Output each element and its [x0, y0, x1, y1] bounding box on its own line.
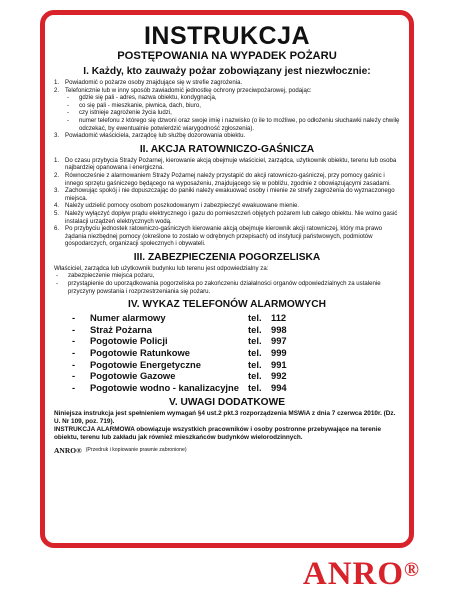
page-title: INSTRUKCJA	[143, 22, 311, 50]
phone-row: - Pogotowie Energetyczne tel. 991	[72, 359, 400, 371]
sub-item-text: co się pali - mieszkanie, piwnica, dach, biuro,	[79, 101, 201, 109]
item-number: 2.	[54, 86, 60, 94]
section-5-heading: V. UWAGI DODATKOWE	[168, 397, 286, 409]
phone-tel-label: tel.	[248, 358, 262, 370]
phone-row: - Pogotowie Ratunkowe tel. 999	[72, 347, 400, 359]
phone-name: Pogotowie Gazowe	[90, 370, 176, 382]
phone-number: 991	[271, 358, 287, 370]
phone-name: Straż Pożarna	[90, 323, 152, 335]
phone-tel-label: tel.	[248, 347, 262, 359]
brand-logo	[303, 556, 420, 592]
item-number: 6.	[54, 225, 60, 233]
item-text: Należy wyłączyć dopływ prądu elektrycznego i gazu do pomieszczeń objętych pożarem lub całego obiektu. Nie wolno gasić instalacji urządzeń elektrycznych wodą.	[65, 209, 398, 225]
phone-name: Pogotowie Energetyczne	[90, 358, 201, 370]
item-number: 3.	[54, 187, 60, 195]
list-item	[54, 157, 400, 172]
sign-footer	[54, 446, 400, 455]
footer-logo: ANRO®	[54, 445, 82, 455]
phone-number: 994	[271, 381, 287, 393]
item-number: 1.	[54, 79, 60, 86]
page-subtitle: POSTĘPOWANIA NA WYPADEK POŻARU	[117, 50, 337, 62]
sub-item-text: numer telefonu z którego się dzwoni oraz swoje imię i nazwisko (o ile to możliwe, po odłożeniu słuchawki należy chwilę odczekać, by ewentualnie potwierdzić wiarygodność zgłoszenia).	[79, 116, 400, 132]
item-number: 2.	[54, 171, 60, 179]
list-item	[54, 225, 400, 248]
item-number: 5.	[54, 209, 60, 217]
phone-list	[72, 312, 400, 393]
sub-item: - gdzie się pali - adres, nazwa obiektu, kondygnacja,	[54, 94, 400, 102]
phone-name: Pogotowie Ratunkowe	[90, 347, 191, 359]
item-number: 1.	[54, 156, 60, 164]
section-2-heading: II. AKCJA RATOWNICZO-GAŚNICZA	[139, 143, 315, 155]
section-3-heading: III. ZABEZPIECZENIA POGORZELISKA	[133, 251, 321, 263]
list-item	[54, 132, 400, 140]
note-regulation: Niniejsza instrukcja jest spełnieniem wymagań §4 ust.2 pkt.3 rozporządzenia MSWiA z dnia 7 czerwca 2010r. (Dz. U. Nr 109, poz. 719).	[54, 410, 396, 426]
item-text: Po przybyciu jednostek ratowniczo-gaśniczych kierowanie akcją obejmuje kierownik akcji ratowniczej, który ma prawo żądania niezbędnej pomocy (określone to zostało w odrębnych przepisach) od instytucji państwowych, podmiotów gospodarczych, organizacji społecznych i obywateli.	[65, 225, 383, 248]
phone-row: - Straż Pożarna tel. 998	[72, 324, 400, 336]
sub-item: - numer telefonu z którego się dzwoni oraz swoje imię i nazwisko (o ile to możliwe, po odłożeniu słuchawki należy chwilę odczekać, by ewentualnie potwierdzić wiarygodność zgłoszenia).	[67, 116, 400, 132]
sign-content	[54, 23, 400, 537]
item-number: 4.	[54, 202, 60, 210]
sub-item-text: gdzie się pali - adres, nazwa obiektu, kondygnacja,	[79, 94, 217, 102]
phone-tel-label: tel.	[248, 323, 262, 335]
item-number: 3.	[54, 132, 60, 140]
sub-item-text: przystąpienie do uporządkowania pogorzeliska po zakończeniu działalności organów odpowiedzialnych za ustalenie przyczyny powstania i rozprzestrzeniania się pożaru.	[68, 280, 381, 295]
section-3-intro: Właściciel, zarządca lub użytkownik budynku lub terenu jest odpowiedzialny za:	[54, 264, 269, 272]
note-scope: INSTRUKCJA ALARMOWA obowiązuje wszystkich pracowników i osoby postronne przebywające na terenie obiektu, terenu lub zakładu jak również mieszkańców budynków wielorodzinnych.	[54, 426, 382, 441]
list-item	[54, 79, 400, 87]
phone-row: - Pogotowie Gazowe tel. 992	[72, 370, 400, 382]
list-item	[54, 202, 400, 210]
item-text: Zachowując spokój i nie dopuszczając do paniki należy ewakuować osoby i mienie ze strefy zagrożenia do wyznaczonego miejsca.	[65, 187, 395, 202]
phone-name: Pogotowie wodno - kanalizacyjne	[90, 381, 239, 393]
phone-row: - Pogotowie Policji tel. 997	[72, 335, 400, 347]
list-item	[54, 187, 400, 202]
sub-item-text: zabezpieczenie miejsca pożaru,	[68, 272, 155, 280]
phone-row: - Pogotowie wodno - kanalizacyjne tel. 994	[72, 382, 400, 394]
phone-tel-label: tel.	[248, 335, 262, 347]
copyright-note: (Przedruk i kopiowanie prawnie zabronione)	[85, 447, 187, 454]
phone-number: 997	[271, 335, 287, 347]
sub-item: - przystąpienie do uporządkowania pogorzeliska po zakończeniu działalności organów odpowiedzialnych za ustalenie przyczyny powstania i rozprzestrzeniania się pożaru.	[54, 280, 400, 295]
sub-item-text: czy istnieje zagrożenie życia ludzi,	[79, 109, 172, 117]
phone-number: 992	[271, 370, 287, 382]
section-1-list	[54, 79, 400, 140]
phone-name: Pogotowie Policji	[90, 335, 168, 347]
registered-mark: ®	[404, 559, 420, 581]
phone-number: 112	[271, 312, 287, 324]
item-text: Do czasu przybycia Straży Pożarnej, kierowanie akcją obejmuje właściciel, zarządca, użytkownik obiektu, terenu lub osoba najbardziej opanowana i energiczna.	[65, 156, 397, 172]
section-2-list	[54, 157, 400, 248]
item-text: Należy udzielić pomocy osobom poszkodowanym i zabezpieczyć ewakuowane mienie.	[65, 202, 300, 210]
sub-item: - czy istnieje zagrożenie życia ludzi,	[54, 109, 400, 117]
list-item	[54, 87, 400, 95]
item-text: Powiadomić o pożarze osoby znajdujące się w strefie zagrożenia.	[65, 79, 243, 86]
section-3-list	[54, 272, 400, 295]
sub-item: - zabezpieczenie miejsca pożaru,	[54, 272, 400, 280]
section-1-heading: I. Każdy, kto zauważy pożar zobowiązany jest niezwłocznie:	[83, 66, 371, 77]
phone-number: 998	[271, 323, 287, 335]
phone-row: - Numer alarmowy tel. 112	[72, 312, 400, 324]
item-text: Powiadomić właściciela, zarządcę lub służbę dozorowania obiektu.	[65, 132, 246, 140]
instruction-sign	[40, 10, 414, 548]
phone-tel-label: tel.	[248, 370, 262, 382]
phone-number: 999	[271, 347, 287, 359]
list-item	[54, 172, 400, 187]
phone-tel-label: tel.	[248, 381, 262, 393]
item-text: Telefonicznie lub w inny sposób zawiadomić jednostkę ochrony przeciwpożarowej, podając:	[65, 86, 312, 94]
sub-item: - co się pali - mieszkanie, piwnica, dach, biuro,	[54, 102, 400, 110]
phone-tel-label: tel.	[248, 312, 262, 324]
section-4-heading: IV. WYKAZ TELEFONÓW ALARMOWYCH	[128, 299, 326, 311]
brand-name: ANRO	[302, 556, 405, 592]
phone-name: Numer alarmowy	[90, 312, 166, 324]
list-item	[54, 210, 400, 225]
item-text: Równocześnie z alarmowaniem Straży Pożarnej należy przystąpić do akcji ratowniczo-gaśniczej, przy pomocy gaśnic i innego sprzętu gaśniczego będącego na wyposażeniu, znajdującego się w pobliżu, zgodnie z obowiązującymi zasadami.	[65, 171, 391, 187]
